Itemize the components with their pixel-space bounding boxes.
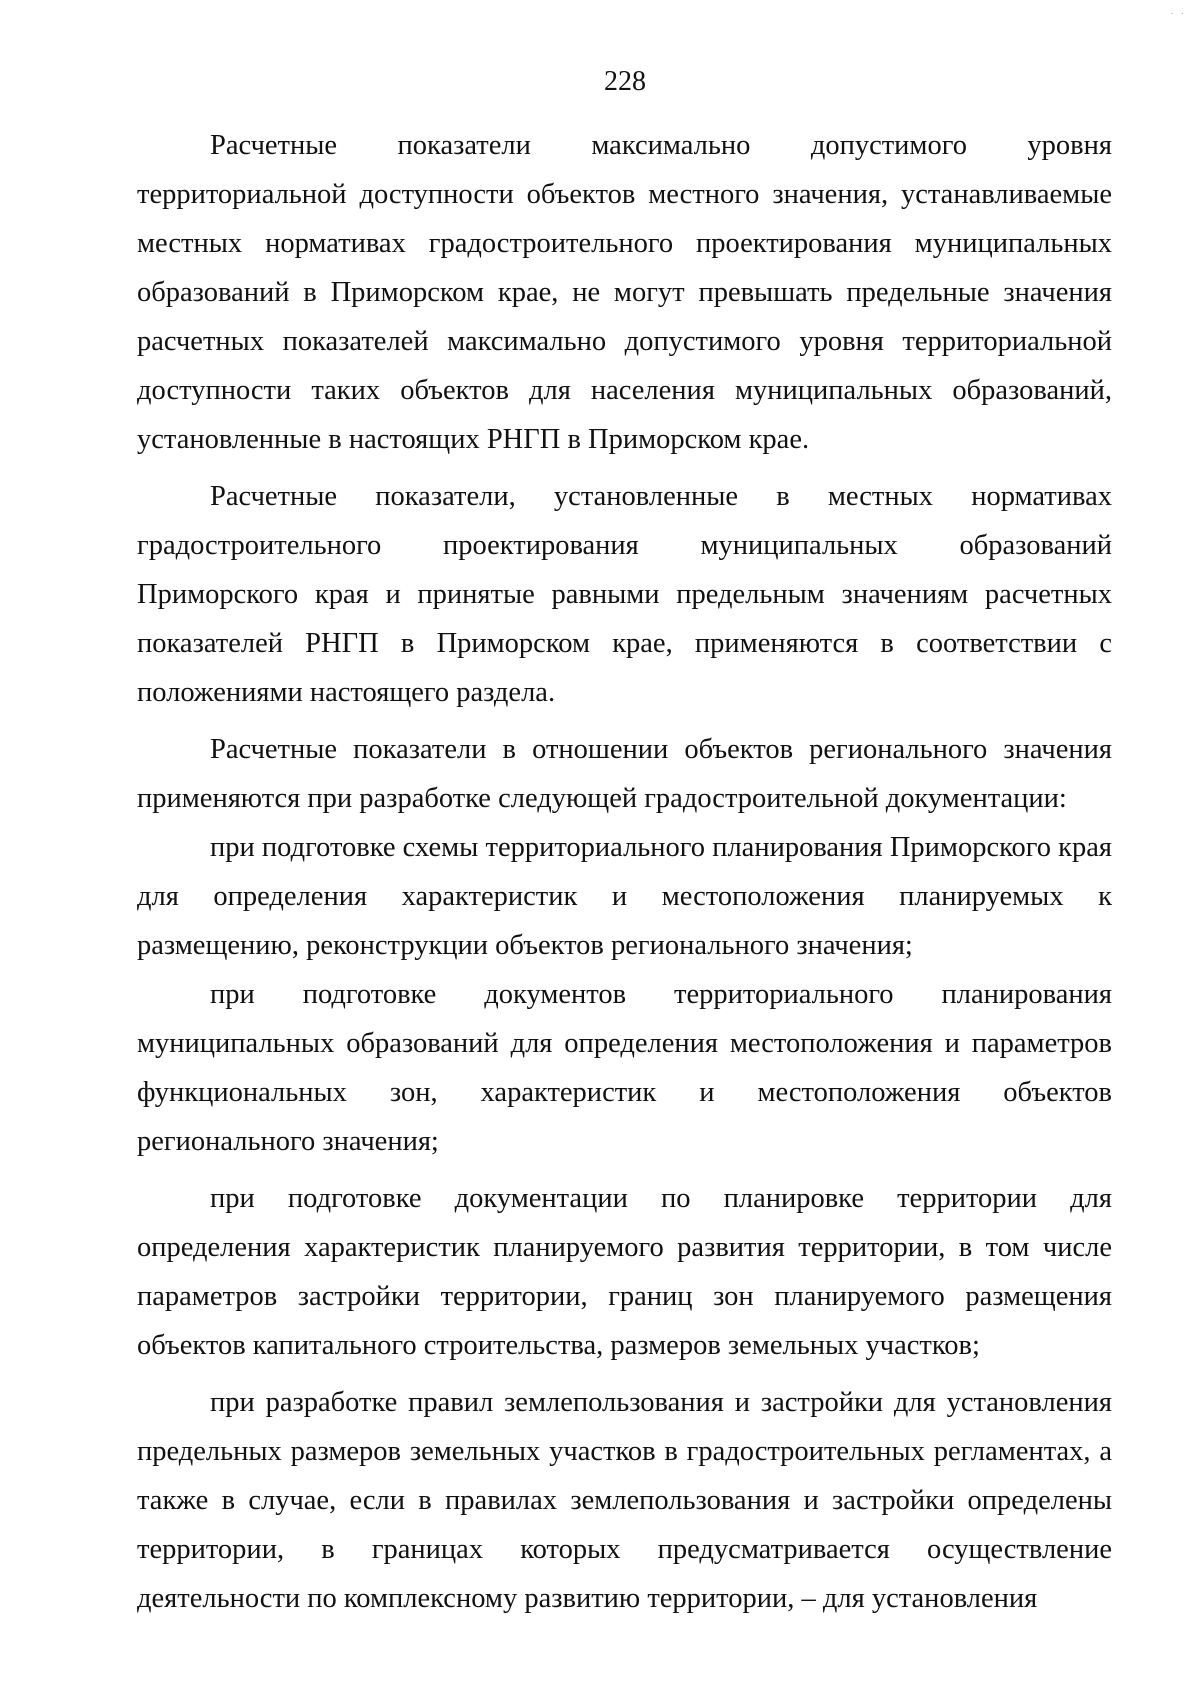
list-item: при разработке правил землепользования и застройки для установления предельных размеров земельных участков в градостроительных регламентах, а также в случае, если в правилах землепользования и застройки определены территории, в границах которых предусматривается осуществление деятельности по комплексному развитию территории, – для установления bbox=[137, 1387, 1112, 1614]
paragraph: Расчетные показатели, установленные в местных нормативах градостроительного проектирования муниципальных образований Приморского края и принятые равными предельным значениям расчетных показателей РНГП в Приморском крае, применяются в соответствии с положениями настоящего раздела. bbox=[137, 481, 1112, 708]
list-item: при подготовке документации по планировке территории для определения характеристик планируемого развития территории, в том числе параметров застройки территории, границ зон планируемого размещения объектов капитального строительства, размеров земельных участков; bbox=[137, 1183, 1112, 1361]
document-body bbox=[137, 121, 1112, 1623]
list-item: при подготовке документов территориального планирования муниципальных образований для определения местоположения и параметров функциональных зон, характеристик и местоположения объектов регионального значения; bbox=[137, 979, 1112, 1157]
paragraph: Расчетные показатели в отношении объектов регионального значения применяются при разработке следующей градостроительной документации: bbox=[137, 734, 1112, 814]
corner-mark: · · bbox=[1170, 8, 1186, 19]
paragraph: Расчетные показатели максимально допустимого уровня территориальной доступности объектов местного значения, устанавливаемые местных нормативах градостроительного проектирования муниципальных образований в Приморском крае, не могут превышать предельные значения расчетных показателей максимально допустимого уровня территориальной доступности таких объектов для населения муниципальных образований, установленные в настоящих РНГП в Приморском крае. bbox=[137, 130, 1112, 455]
list-item: при подготовке схемы территориального планирования Приморского края для определения характеристик и местоположения планируемых к размещению, реконструкции объектов регионального значения; bbox=[137, 832, 1112, 961]
page-number: 228 bbox=[604, 66, 646, 97]
